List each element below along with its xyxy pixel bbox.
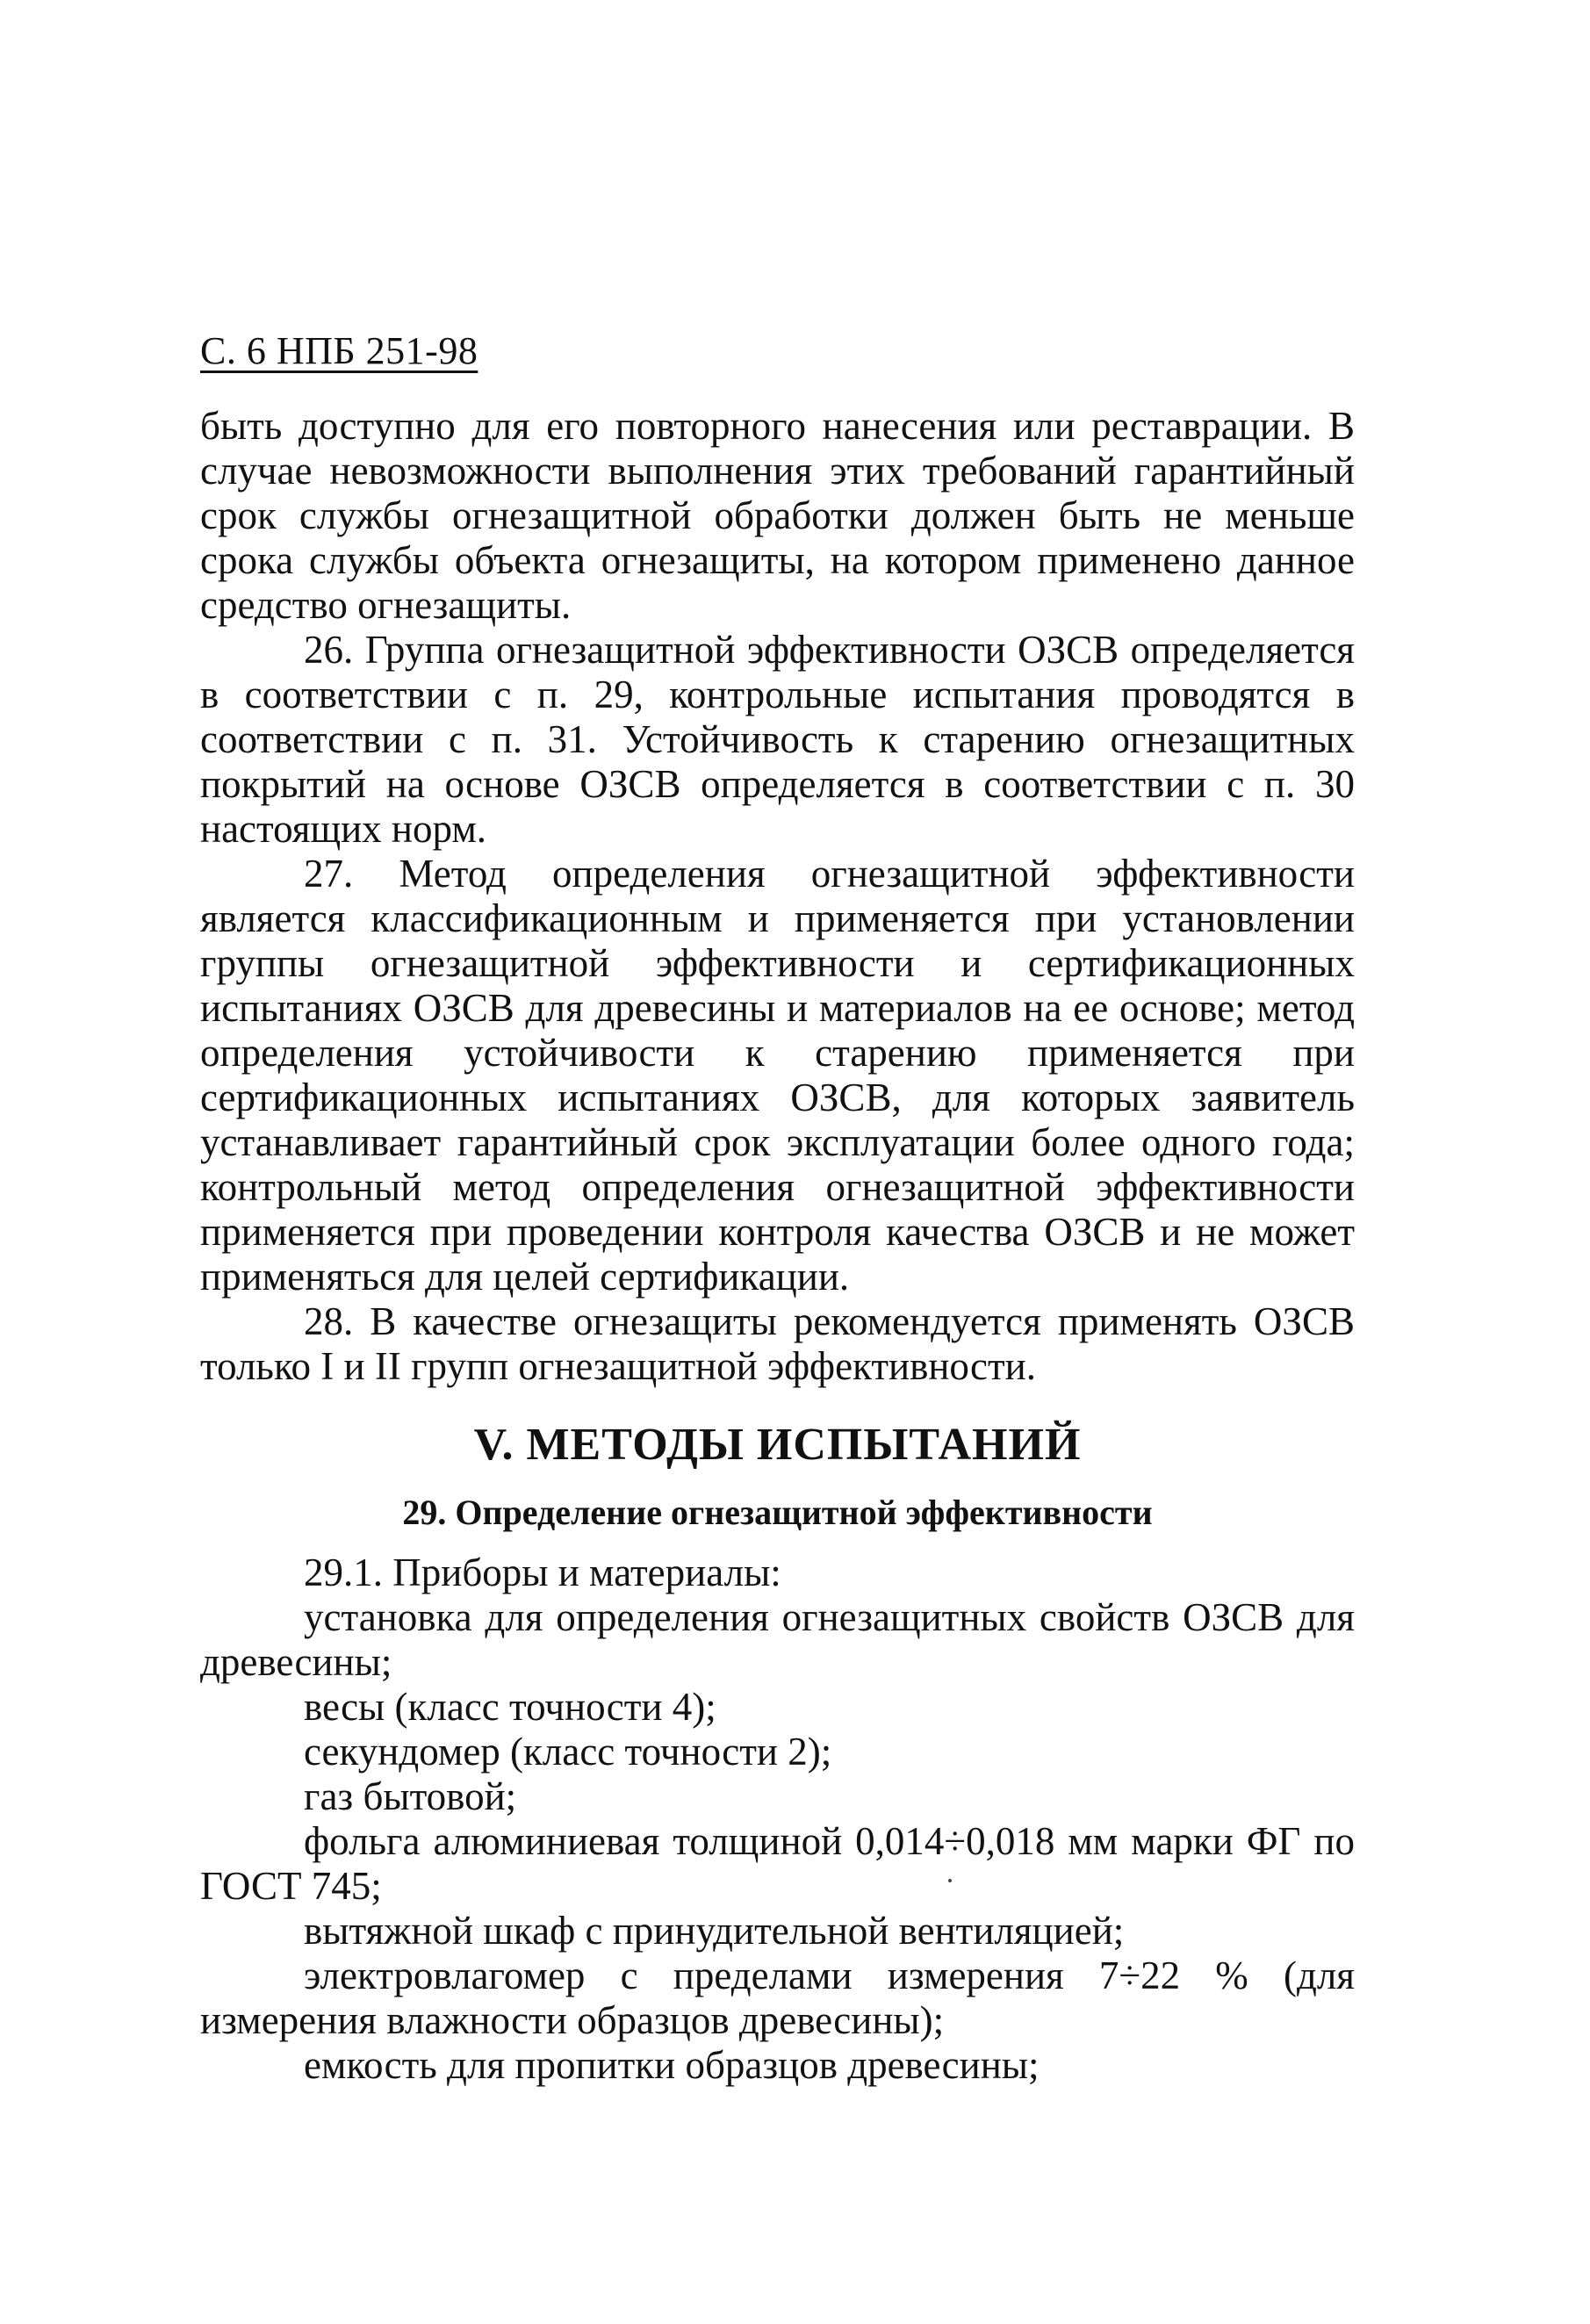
equipment-item: фольга алюминиевая толщиной 0,014÷0,018 мм марки ФГ по ГОСТ 745;: [200, 1819, 1355, 1908]
clause-26: 26. Группа огнезащитной эффективности ОЗСВ определяется в соответствии с п. 29, контрольные испытания проводятся в соответствии с п. 31. Устойчивость к старению огнезащитных покрытий на основе ОЗСВ определяется в соответствии с п. 30 настоящих норм.: [200, 628, 1355, 851]
clause-28: 28. В качестве огнезащиты рекомендуется применять ОЗСВ только I и II групп огнезащитной эффективности.: [200, 1299, 1355, 1388]
clause-27: 27. Метод определения огнезащитной эффективности является классификационным и применяется при установлении группы огнезащитной эффективности и сертификационных испытаниях ОЗСВ для древесины и материалов на ее основе; метод определения устойчивости к старению применяется при сертификационных испытаниях ОЗСВ, для которых заявитель устанавливает гарантийный срок эксплуатации более одного года; контрольный метод определения огнезащитной эффективности применяется при проведении контроля качества ОЗСВ и не может применяться для целей сертификации.: [200, 852, 1355, 1299]
equipment-item: вытяжной шкаф с принудительной вентиляцией;: [304, 1909, 1125, 1953]
intro-paragraph: быть доступно для его повторного нанесения или реставрации. В случае невозможности выполнения этих требований гарантийный срок службы огнезащитной обработки должен быть не меньше срока службы объекта огнезащиты, на котором применено данное средство огнезащиты.: [200, 404, 1355, 627]
equipment-item: электровлагомер с пределами измерения 7÷22 % (для измерения влажности образцов древесины);: [200, 1953, 1355, 2042]
equipment-item: весы (класс точности 4);: [304, 1685, 716, 1729]
equipment-item: газ бытовой;: [304, 1774, 517, 1818]
subsection-title: 29. Определение огнезащитной эффективности: [402, 1493, 1153, 1532]
page-header: С. 6 НПБ 251-98: [200, 329, 478, 372]
equipment-item: установка для определения огнезащитных свойств ОЗСВ для древесины;: [200, 1595, 1355, 1684]
equipment-heading: 29.1. Приборы и материалы:: [304, 1551, 781, 1594]
equipment-item: секундомер (класс точности 2);: [304, 1730, 832, 1774]
section-title: V. МЕТОДЫ ИСПЫТАНИЙ: [473, 1420, 1082, 1470]
document-body: [200, 404, 1355, 2088]
equipment-list: [200, 1595, 1355, 2088]
scan-speck: [948, 1879, 952, 1882]
equipment-item: емкость для пропитки образцов древесины;: [304, 2043, 1040, 2087]
